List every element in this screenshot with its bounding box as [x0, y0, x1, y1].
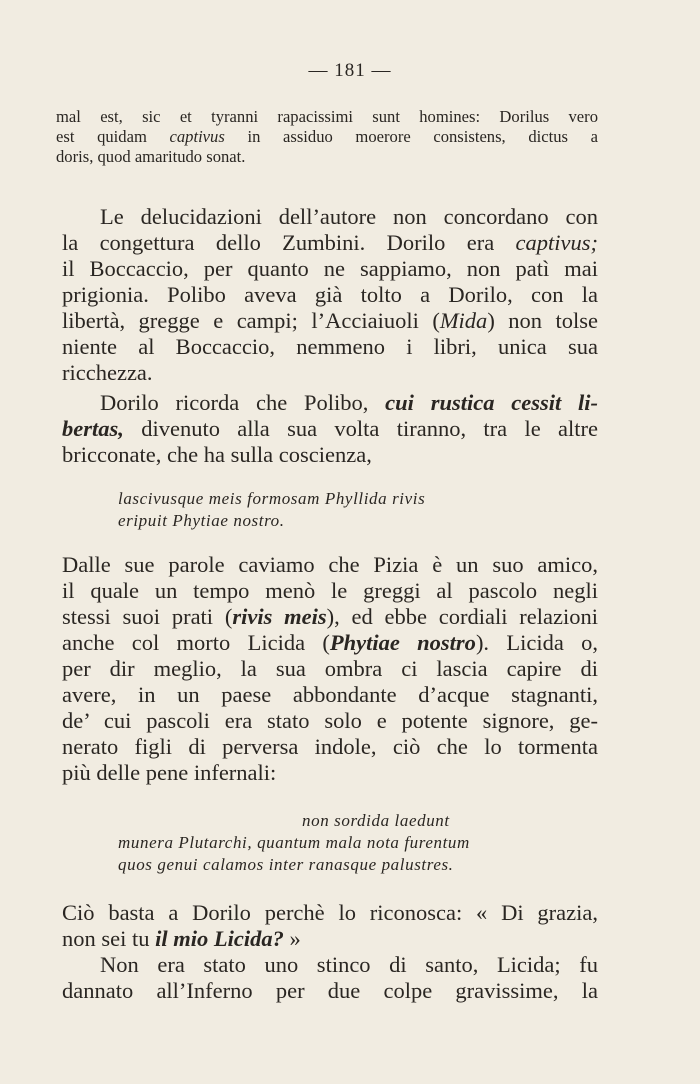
verse2-line-3: quos genui calamos inter ranasque palustres.	[118, 855, 454, 874]
p3-line-9: più delle pene infernali:	[62, 760, 277, 785]
p1-italic-mida: Mida	[439, 308, 488, 333]
p1-line-2: la congettura dello Zumbini. Dorilo era captivus;	[62, 230, 598, 255]
p3-line-1: Dalle sue parole caviamo che Pizia è un suo amico,	[62, 552, 598, 577]
p1-italic-captivus: captivus;	[515, 230, 598, 255]
p3-line-7: de’ cui pascoli era stato solo e potente signore, ge-	[62, 708, 598, 733]
p4-line-2: non sei tu il mio Licida? »	[62, 926, 301, 951]
note-line-1: mal est, sic et tyranni rapacissimi sunt homines: Dorilus vero	[56, 107, 598, 126]
verse-quote-1	[118, 488, 425, 532]
p1-line-1: Le delucidazioni dell’autore non concordano con	[100, 204, 598, 229]
p4-italic-licida: il mio Licida?	[155, 926, 284, 951]
p4-line-1: Ciò basta a Dorilo perchè lo riconosca: « Di grazia,	[62, 900, 598, 925]
p3-line-5: per dir meglio, la sua ombra ci lascia capire di	[62, 656, 598, 681]
verse1-line-2: eripuit Phytiae nostro.	[118, 511, 285, 530]
p2-line-3: bricconate, che ha sulla coscienza,	[62, 442, 372, 467]
note-line-2: est quidam captivus in assiduo moerore consistens, dictus a	[56, 127, 598, 146]
p1-line-4: prigionia. Polibo aveva già tolto a Dorilo, con la	[62, 282, 598, 307]
verse1-line-1: lascivusque meis formosam Phyllida rivis	[118, 489, 426, 508]
verse2-line-2: munera Plutarchi, quantum mala nota furentum	[118, 833, 470, 852]
p2-italic-quote: cui rustica cessit li-	[385, 390, 598, 415]
paragraph-1	[62, 204, 598, 386]
p1-line-6: niente al Boccaccio, nemmeno i libri, unica sua	[62, 334, 598, 359]
verse2-line-1: non sordida laedunt	[302, 811, 450, 830]
p4-line-4: dannato all’Inferno per due colpe gravissime, la	[62, 978, 598, 1003]
paragraph-2	[62, 390, 598, 468]
p3-italic-phytiae: Phytiae nostro	[329, 630, 476, 655]
note-line-3: doris, quod amaritudo sonat.	[56, 147, 246, 166]
verse-quote-2	[118, 810, 598, 876]
p2-italic-bertas: bertas,	[62, 416, 124, 441]
page-number: — 181 —	[308, 60, 392, 81]
p3-line-2: il quale un tempo menò le greggi al pascolo negli	[62, 578, 598, 603]
p2-line-1: Dorilo ricorda che Polibo, cui rustica cessit li-	[100, 390, 598, 415]
p1-line-3: il Boccaccio, per quanto ne sappiamo, non patì mai	[62, 256, 598, 281]
p3-line-4: anche col morto Licida (Phytiae nostro). Licida o,	[62, 630, 599, 655]
p1-line-7: ricchezza.	[62, 360, 153, 385]
p1-line-5: libertà, gregge e campi; l’Acciaiuoli (Mida) non tolse	[62, 308, 598, 333]
paragraph-3	[62, 552, 598, 786]
p3-line-8: nerato figli di perversa indole, ciò che lo tormenta	[62, 734, 598, 759]
p3-line-6: avere, in un paese abbondante d’acque stagnanti,	[62, 682, 598, 707]
footnote-latin	[56, 107, 598, 167]
p4-line-3: Non era stato uno stinco di santo, Licida; fu	[100, 952, 598, 977]
note-italic-captivus: captivus	[169, 127, 225, 146]
p3-line-3: stessi suoi prati (rivis meis), ed ebbe cordiali relazioni	[62, 604, 598, 629]
p3-italic-rivis-meis: rivis meis	[232, 604, 327, 629]
p2-line-2: bertas, divenuto alla sua volta tiranno, tra le altre	[62, 416, 598, 441]
paragraph-4	[62, 900, 598, 1004]
